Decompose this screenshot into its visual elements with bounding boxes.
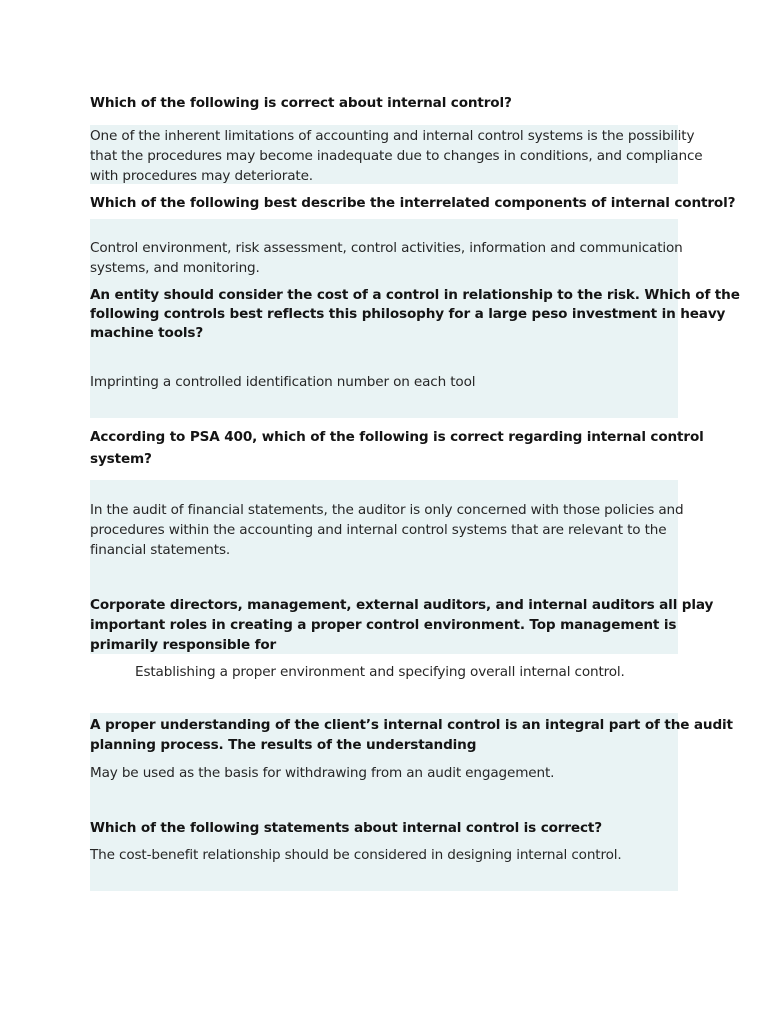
answer-4: In the audit of financial statements, the auditor is only concerned with those policies and procedures within the accounting and internal control systems that are relevant to the financial statements. [90,502,684,558]
answer-6: May be used as the basis for withdrawing from an audit engagement. [90,765,555,781]
question-1: Which of the following is correct about internal control? [90,95,512,111]
answer-5: Establishing a proper environment and specifying overall internal control. [135,664,625,680]
question-2: Which of the following best describe the interrelated components of internal control? [90,195,736,211]
answer-3: Imprinting a controlled identification number on each tool [90,374,476,390]
answer-1: One of the inherent limitations of accounting and internal control systems is the possibility that the procedures may become inadequate due to changes in conditions, and compliance with procedures may deteriorate. [90,128,703,184]
answer-7: The cost-benefit relationship should be considered in designing internal control. [90,847,622,863]
answer-2: Control environment, risk assessment, control activities, information and communication systems, and monitoring. [90,240,683,276]
question-3: An entity should consider the cost of a control in relationship to the risk. Which of the following controls best reflects this philosophy for a large peso investment in heavy machine tools? [90,287,740,341]
question-6: A proper understanding of the client’s internal control is an integral part of the audit planning process. The results of the understanding [90,717,733,753]
question-4: According to PSA 400, which of the following is correct regarding internal control system? [90,429,704,467]
question-5: Corporate directors, management, external auditors, and internal auditors all play important roles in creating a proper control environment. Top management is primarily responsible for [90,597,714,653]
question-7: Which of the following statements about internal control is correct? [90,820,602,836]
